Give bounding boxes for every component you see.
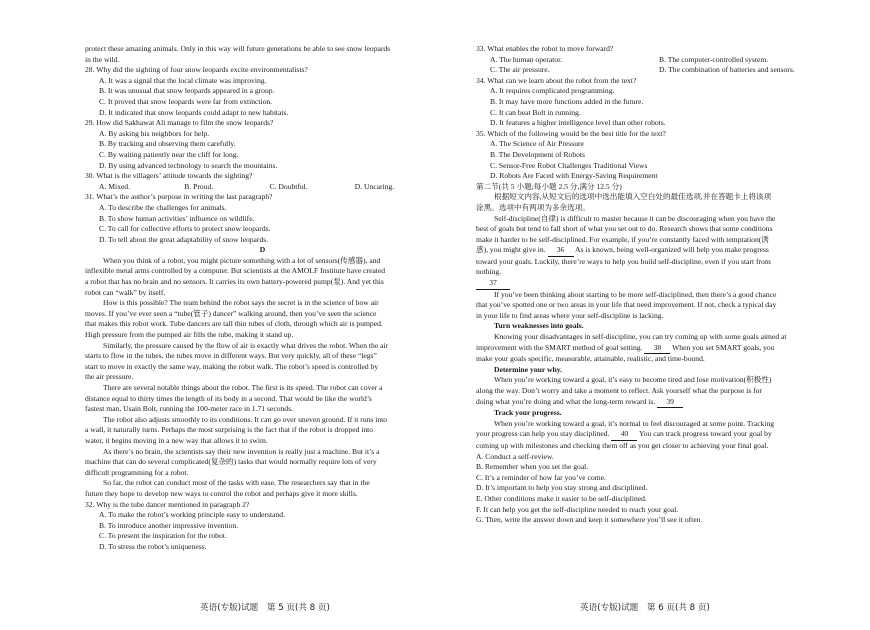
option-line: B. By tracking and observing them carefully. (99, 139, 236, 149)
option-line: A. The Science of Air Pressure (490, 139, 584, 149)
question-line: 28. Why did the sighting of four snow leopards excite environmentalists? (85, 65, 308, 75)
text-line: E. Other conditions make it easier to be self-disciplined. (476, 493, 647, 503)
left-column (85, 44, 440, 553)
text-line: along the way. Don’t worry and take a moment to reflect. Ask yourself what the purpose is for (476, 386, 762, 395)
option-line: D. By using advanced technology to search the mountains. (99, 160, 278, 170)
question-line: 29. How did Sakhawat Ali manage to film the snow leopards? (85, 118, 274, 128)
q33-option-d: D. The combination of batteries and sensors. (659, 65, 795, 75)
text-line: difficult programming for a robot. (85, 467, 189, 477)
option-line: C. To present the inspiration for the robot. (99, 531, 227, 541)
question-line: 35. Which of the following would be the best title for the text? (476, 128, 666, 138)
text-line: How is this possible? The team behind the robot says the secret is in the science of how air (103, 298, 379, 308)
text-line: Similarly, the pressure caused by the flow of air is exactly what drives the robot. When the air (103, 340, 389, 350)
q30-options (85, 182, 440, 193)
option-line: C. It can beat Bolt in running. (490, 107, 581, 117)
q33-options-row-1 (476, 55, 828, 66)
option-line: B. It may have more functions added in the future. (490, 96, 644, 106)
blank-38-line: improvement with the SMART method of goal setting. 38 When you set SMART goals, you (476, 343, 828, 355)
text-line: machine that can do several complicated(复杂的) tasks that would normally require lots of very (85, 457, 377, 467)
option-line: C. By waiting patiently near the cliff for long. (99, 149, 239, 159)
q30-option-c: C. Doubtful. (269, 181, 308, 191)
text-line: start to move in exactly the same way, making the robot walk. The robot’s speed is controlled by (85, 361, 379, 371)
text-line: nothing. (476, 267, 502, 277)
text-line: 根据短文内容,从短文后的选项中选出能填入空白处的最佳选项,并在答题卡上将该项 (494, 192, 772, 202)
text-line: coming up with milestones and checking them off as you get closer to achieving your final goal. (476, 440, 769, 450)
text-line: Knowing your disadvantages in self-discipline, you can try coming up with some goals aimed at (494, 332, 787, 342)
text-line: Self-discipline(自律) is difficult to master because it can be discouraging when you have the (494, 213, 776, 223)
page-footer-right: 英语(专版)试题 第 6 页(共 8 页) (580, 603, 710, 613)
text-line: toward your goals. Luckily, there’re ways to help you build self-discipline, even if you start from (476, 256, 771, 266)
text-line: G. Then, write the answer down and keep it somewhere you’ll see it often. (476, 515, 703, 525)
option-line: B. To show human activities’ influence on wildlife. (99, 213, 255, 223)
option-line: C. It proved that snow leopards were far from extinction. (99, 96, 273, 106)
text-line: When you’re working toward a goal, it’s easy to become tired and lose motivation(积极性) (494, 375, 772, 385)
option-line: D. To tell about the great adaptability of snow leopards. (99, 234, 269, 244)
subheading: Track your progress. (494, 408, 562, 418)
option-line: B. To introduce another impressive invention. (99, 520, 239, 530)
blank-39: 39 (657, 397, 683, 409)
text-line: a wall, it naturally turns. Perhaps the most surprising is the fact that if the robot is dropped into (85, 425, 374, 435)
text-line: B. Remember when you set the goal. (476, 462, 589, 472)
left-block-2 (85, 192, 440, 552)
option-line: A. To describe the challenges for animals. (99, 202, 227, 212)
blank-38: 38 (644, 343, 670, 355)
text-line: protect these amazing animals. Only in this way will future generations be able to see snow leopards (85, 44, 391, 53)
text-line: water, it begins moving in a new way that allows it to swim. (85, 435, 268, 445)
option-line: C. Sensor-Free Robot Challenges Traditional Views (490, 160, 648, 170)
q33-option-b: B. The computer-controlled system. (659, 54, 769, 64)
q30-option-b: B. Proud. (184, 181, 214, 191)
text-line: make your goals specific, measurable, attainable, realistic, and time-bound. (476, 354, 705, 364)
right-block-2 (476, 257, 828, 278)
text-line: moves. If you’ve ever seen a “tube(管子) dancer” walking around, then you’ve seen the science (85, 308, 377, 318)
text-line: C. It’s a reminder of how far you’ve come. (476, 472, 606, 482)
text-line: in the wild. (85, 54, 120, 64)
right-block-5 (476, 408, 828, 429)
option-line: A. By asking his neighbors for help. (99, 128, 210, 138)
text-line: distance equal to thirty times the length of its body in a second. That would be like the world’s (85, 393, 372, 403)
text-line: the air pressure. (85, 372, 134, 382)
q33-option-c: C. The air pressure. (490, 65, 550, 75)
page-footer-left: 英语(专版)试题 第 5 页(共 8 页) (200, 603, 330, 613)
text-line: If you’ve been thinking about starting to be more self-disciplined, then there’s a good chance (494, 289, 777, 299)
blank-40: 40 (611, 429, 637, 441)
option-line: A. It requires complicated programming. (490, 86, 615, 96)
blank-36: 36 (548, 245, 574, 257)
q30-option-d: D. Uncaring. (354, 181, 395, 191)
subheading: Determine your why. (494, 364, 562, 374)
text-line: High pressure from the pumped air fills the tube, making it stand up. (85, 330, 294, 340)
text-line: F. It can help you get the self-discipline needed to reach your goal. (476, 504, 679, 514)
text-line: There are several notable things about the robot. The first is its speed. The robot can cover a (103, 383, 383, 392)
q30-option-a: A. Mixed. (99, 181, 131, 191)
q33-option-a: A. The human operator. (490, 54, 563, 64)
text-line: So far, the robot can conduct most of the tasks with ease. The researchers say that in the (103, 478, 370, 488)
text-line: starts to flow in the tubes, the tubes move in different ways. But very quickly, all of these “legs” (85, 351, 377, 361)
right-column (476, 44, 828, 526)
subheading: Turn weaknesses into goals. (494, 321, 584, 331)
text-line: 涂黑。选项中有两项为多余选项。 (476, 202, 590, 212)
text-line: D. It’s important to help you stay strong and disciplined. (476, 483, 648, 493)
blank-40-line: your progress can help you stay disciplined. 40 You can track progress toward your goal by (476, 429, 828, 441)
option-line: A. To make the robot’s working principle easy to understand. (99, 510, 285, 520)
text-line: fastest man, Usain Bolt, running the 100-meter race in 1.71 seconds. (85, 404, 293, 414)
right-block-1 (476, 76, 828, 246)
text-line: that you’ve spotted one or two areas in your life that need improvement. If not, check a typical day (476, 300, 777, 310)
blank-37: 37 (476, 278, 510, 290)
section-heading: D (259, 245, 266, 255)
left-block-1 (85, 44, 440, 182)
text-line: future they hope to develop new ways to control the robot and perhaps give it more skills. (85, 488, 358, 498)
blank-36-line: 惑), you might give in. 36 As is known, being well-organized will help you make progress (476, 245, 828, 257)
text-line: A. Conduct a self-review. (476, 451, 554, 461)
right-block-3 (476, 290, 828, 343)
text-line: When you think of a robot, you might picture something with a lot of sensors(传感器), and (103, 255, 381, 265)
text-line: best of goals but tend to fall short of what you set out to do. Research shows that some conditions (476, 224, 773, 234)
question-line: 32. Why is the tube dancer mentioned in paragraph 2? (85, 499, 250, 509)
text-line: The robot also adjusts smoothly to its conditions. It can go over uneven ground. If it runs into (103, 414, 388, 424)
text-line: When you’re working toward a goal, it’s normal to feel discouraged at some point. Tracking (494, 418, 775, 428)
question-line: 30. What is the villagers’ attitude towards the sighting? (85, 171, 253, 181)
q33-options-row-2 (476, 65, 828, 76)
text-line: make it harder to be self-disciplined. For example, if you’re constantly faced with temptation(诱 (476, 234, 769, 244)
right-block-6 (476, 441, 828, 526)
text-line: As there’s no brain, the scientists say their new invention is really just a machine. But it’s a (103, 446, 380, 456)
option-line: D. It indicated that snow leopards could adapt to new habitats. (99, 107, 289, 117)
option-line: D. Robots Are Faced with Energy-Saving Requirement (490, 171, 658, 181)
text-line: inflexible metal arms controlled by a computer. But scientists at the AMOLF Institute have created (85, 266, 386, 276)
option-line: D. To stress the robot’s uniqueness. (99, 541, 207, 551)
option-line: A. It was a signal that the local climate was improving. (99, 75, 267, 85)
question-line: 第二节(共 5 小题;每小题 2.5 分,满分 12.5 分) (476, 181, 622, 191)
option-line: B. It was unusual that snow leopards appeared in a group. (99, 86, 275, 96)
blank-39-line: doing what you’re doing and what the long-term reward is. 39 (476, 397, 828, 409)
question-line: 31. What’s the author’s purpose in writing the last paragraph? (85, 192, 273, 202)
option-line: B. The Development of Robots (490, 149, 585, 159)
question-line: 34. What can we learn about the robot from the text? (476, 75, 637, 85)
question-33: 33. What enables the robot to move forward? (476, 44, 614, 53)
option-line: D. It features a higher intelligence level than other robots. (490, 118, 666, 128)
text-line: in your life to find areas where your self-discipline is lacking. (476, 310, 664, 320)
text-line: a robot that has no brain and no sensors. It carries its own battery-powered pump(泵). And yet this (85, 277, 384, 287)
right-block-4 (476, 354, 828, 396)
text-line: robot can “walk” by itself. (85, 287, 166, 297)
option-line: C. To call for collective efforts to protect snow leopards. (99, 224, 271, 234)
blank-37-line (476, 278, 828, 290)
text-line: that makes this robot work. Tube dancers are tall thin tubes of cloth, through which air is pumped. (85, 319, 383, 329)
